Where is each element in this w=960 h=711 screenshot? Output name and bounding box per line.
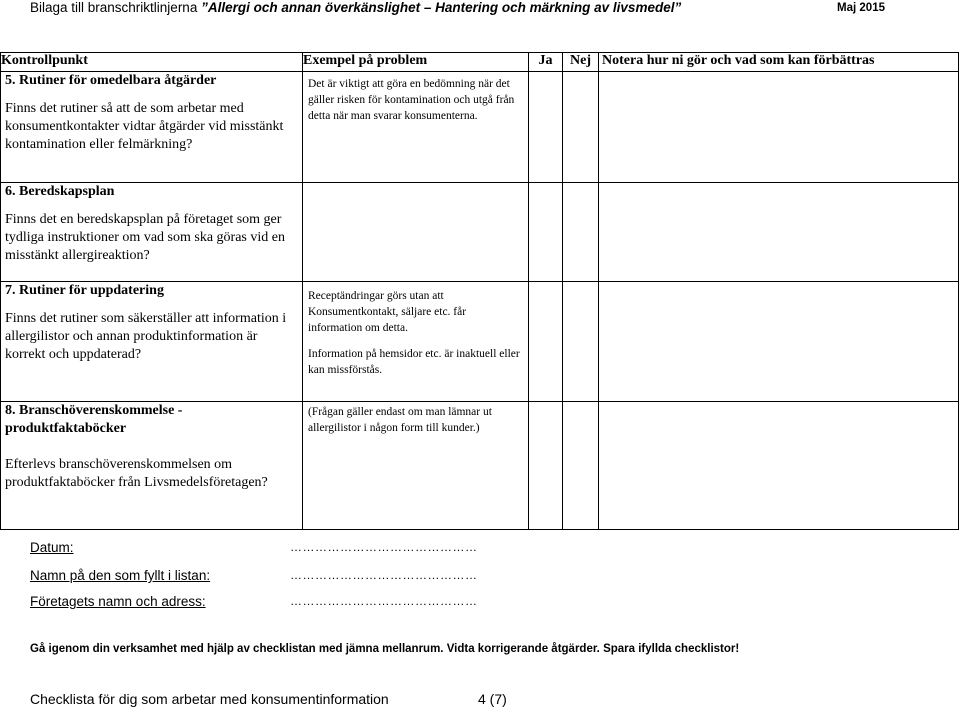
example-text-2: Information på hemsidor etc. är inaktuell eller kan missförstås. <box>308 348 520 376</box>
footer-text: Checklista för dig som arbetar med konsumentinformation <box>30 691 389 707</box>
table-header-row <box>1 53 959 72</box>
checklist-table <box>0 52 959 530</box>
header-date: Maj 2015 <box>837 2 885 14</box>
kontrollpunkt-cell <box>1 183 303 282</box>
section-heading: 7. Rutiner för uppdatering <box>5 283 164 298</box>
section-question: Finns det en beredskapsplan på företaget som ger tydliga instruktioner om vad som ska göras vid en misstänkt allergireaktion? <box>5 212 285 263</box>
notera-cell[interactable] <box>599 72 959 183</box>
example-cell <box>303 402 529 530</box>
form-label: Namn på den som fyllt i listan: <box>30 568 211 583</box>
section-question: Finns det rutiner som säkerställer att information i allergilistor och annan produktinformation är korrekt och uppdaterad? <box>5 311 287 362</box>
ja-cell[interactable] <box>529 282 563 402</box>
example-text: Det är viktigt att göra en bedömning när det gäller risken för kontamination och utgå från detta när man svarar konsumenterna. <box>308 78 515 122</box>
column-header-exempel: Exempel på problem <box>303 53 529 72</box>
notera-cell[interactable] <box>599 402 959 530</box>
page-header <box>0 0 960 22</box>
section-heading: 5. Rutiner för omedelbara åtgärder <box>5 73 217 88</box>
nej-cell[interactable] <box>563 183 599 282</box>
header-title-lead: Bilaga till branschriktlinjerna <box>30 0 202 15</box>
ja-cell[interactable] <box>529 183 563 282</box>
example-text: (Frågan gäller endast om man lämnar ut allergilistor i någon form till kunder.) <box>308 406 492 434</box>
form-label: Datum: <box>30 540 74 555</box>
form-input-dots[interactable]: ……………………………………… <box>290 594 478 608</box>
table-row-section-7 <box>1 282 959 402</box>
example-cell <box>303 183 529 282</box>
kontrollpunkt-cell <box>1 72 303 183</box>
kontrollpunkt-cell <box>1 402 303 530</box>
section-heading: 8. Branschöverenskommelse - produktfaktaböcker <box>5 403 183 436</box>
example-cell <box>303 282 529 402</box>
header-title <box>30 0 681 16</box>
section-question: Finns det rutiner så att de som arbetar med konsumentkontakter vidtar åtgärder vid misstänkt kontamination eller felmärkning? <box>5 101 284 152</box>
page-number: 4 (7) <box>478 691 507 707</box>
column-header-nej: Nej <box>563 53 599 72</box>
column-header-ja: Ja <box>529 53 563 72</box>
column-header-kontrollpunkt: Kontrollpunkt <box>1 53 303 72</box>
form-label: Företagets namn och adress: <box>30 594 206 609</box>
notera-cell[interactable] <box>599 183 959 282</box>
example-cell <box>303 72 529 183</box>
nej-cell[interactable] <box>563 72 599 183</box>
column-header-notera: Notera hur ni gör och vad som kan förbättras <box>599 53 959 72</box>
header-title-bold: ”Allergi och annan överkänslighet – Hantering och märkning av livsmedel” <box>201 0 682 15</box>
table-row-section-5 <box>1 72 959 183</box>
form-input-dots[interactable]: ……………………………………… <box>290 540 478 554</box>
form-input-dots[interactable]: ……………………………………… <box>290 568 478 582</box>
page-footer <box>30 691 507 707</box>
notera-cell[interactable] <box>599 282 959 402</box>
instruction-notice: Gå igenom din verksamhet med hjälp av checklistan med jämna mellanrum. Vidta korrigerande åtgärder. Spara ifyllda checklistor! <box>30 643 740 655</box>
table-row-section-6 <box>1 183 959 282</box>
form-field-foretag <box>30 594 478 609</box>
nej-cell[interactable] <box>563 402 599 530</box>
nej-cell[interactable] <box>563 282 599 402</box>
form-field-namn <box>30 568 478 583</box>
ja-cell[interactable] <box>529 72 563 183</box>
section-heading: 6. Beredskapsplan <box>5 184 115 199</box>
table-row-section-8 <box>1 402 959 530</box>
form-field-datum <box>30 540 478 555</box>
example-text: Receptändringar görs utan att Konsumentkontakt, säljare etc. får information om detta. <box>308 290 467 334</box>
ja-cell[interactable] <box>529 402 563 530</box>
kontrollpunkt-cell <box>1 282 303 402</box>
section-question: Efterlevs branschöverenskommelsen om produktfaktaböcker från Livsmedelsföretagen? <box>5 457 268 490</box>
